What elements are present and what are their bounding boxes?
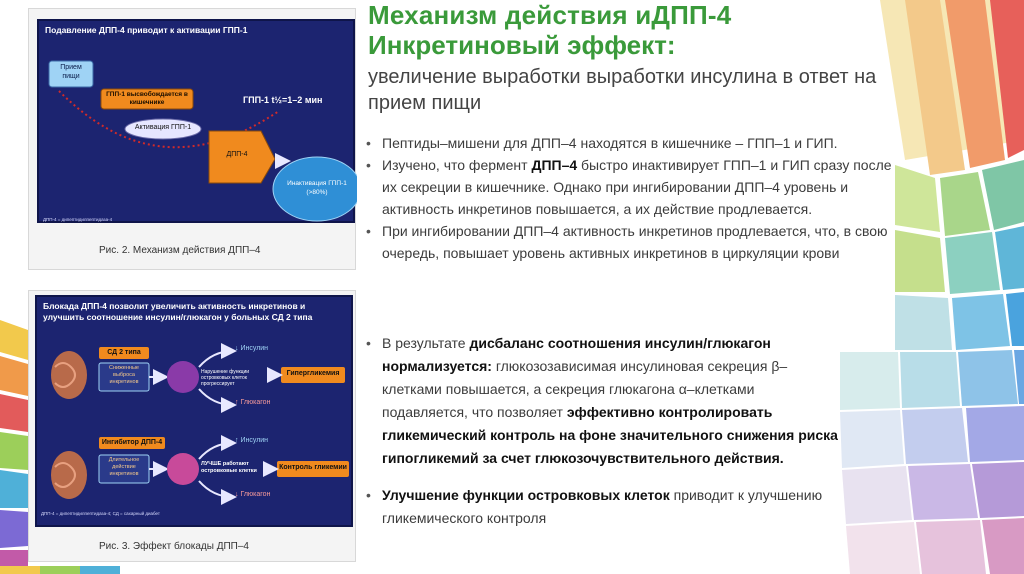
- hyperglycemia-label: Гипергликемия: [286, 370, 340, 377]
- bottom-islet-label: ЛУЧШЕ работают островковые клетки: [201, 461, 257, 474]
- inactivation-label: Инактивация ГПП-1 (>80%): [287, 180, 347, 196]
- top-glucagon-label: ↑ Глюкагон: [235, 399, 271, 406]
- figure-dpp4-mechanism: [28, 8, 356, 270]
- figure2-diagram: [37, 297, 355, 529]
- t2d-label: СД 2 типа: [107, 349, 141, 356]
- figure2-header-line1: Блокада ДПП-4 позволит увеличить активность инкретинов и: [43, 301, 306, 311]
- figure1-reference-note: ДПП-4 = дипептидилпептидаза-4: [43, 217, 113, 222]
- bottom-insulin-label: ↑ Инсулин: [235, 437, 269, 444]
- swatch-strip-bottom: [0, 566, 120, 574]
- food-label: Прием пищи: [60, 64, 82, 80]
- figure2-diagram-panel: [35, 295, 353, 527]
- page-title: Механизм действия иДПП-4: [368, 0, 732, 30]
- bottom-glucagon-label: ↓ Глюкагон: [235, 491, 271, 498]
- page-title-line2: Инкретиновый эффект:: [368, 30, 676, 60]
- activation-label: Активация ГПП-1: [134, 124, 192, 131]
- bullet-box-upper: [360, 126, 892, 332]
- page-subtitle: увеличение выработки выработки инсулина в ответ на прием пищи: [368, 66, 877, 114]
- figure1-caption: Рис. 2. Механизм действия ДПП–4: [99, 245, 261, 256]
- top-insulin-label: ↓ Инсулин: [235, 345, 269, 352]
- dpp4-inhibitor-label: Ингибитор ДПП-4: [101, 439, 163, 446]
- bottom-effect-label: Длительное действие инкретинов: [108, 457, 140, 477]
- figure2-caption: Рис. 3. Эффект блокады ДПП–4: [99, 541, 249, 552]
- top-islet-label: Нарушение функции островковых клеток прогрессирует: [201, 369, 250, 387]
- bullet-item: • Пептиды–мишени для ДПП–4 находятся в кишечнике – ГПП–1 и ГИП.: [360, 132, 892, 154]
- figure-dpp4-blockade: [28, 290, 356, 562]
- intestine-icon: [51, 451, 87, 499]
- intestine-icon: [51, 351, 87, 399]
- bullet-box-lower: [360, 332, 840, 564]
- figure2-reference-note: ДПП-4 = дипептидилпептидаза-4; СД = сахарный диабет: [41, 511, 160, 516]
- bullet-item: • При ингибировании ДПП–4 активность инкретинов продлевается, что, в свою очередь, повышает уровень активных инкретинов в циркуляции крови: [360, 220, 892, 264]
- dpp4-label: ДПП-4: [226, 151, 248, 158]
- figure1-diagram-panel: [37, 19, 355, 223]
- top-effect-label: Сниженные выброса инкретинов: [109, 365, 139, 385]
- bullet-item: • В результате дисбаланс соотношения инсулин/глюкагон нормализуется: глюкозозависимая инсулиновая секреция β–клетками повышается, а секреция глюкагона α–клетками подавляется, что позволяет эффективно контролировать гликемический контроль на фоне значительного снижения риска гипогликемий за счет глюкозочувствительного действия.: [360, 332, 840, 470]
- glycemic-control-label: Контроль гликемии: [279, 464, 347, 471]
- figure1-header: Подавление ДПП-4 приводит к активации ГПП-1: [45, 25, 248, 35]
- islet-icon: [167, 453, 199, 485]
- figure2-header-line2: улучшить соотношение инсулин/глюкагон у больных СД 2 типа: [43, 312, 313, 322]
- bullet-item: • Изучено, что фермент ДПП–4 быстро инактивирует ГПП–1 и ГИП сразу после их секреции в кишечнике. Однако при ингибировании ДПП–4 уровень и активность инкретинов повышается, а их действие продлевается.: [360, 154, 892, 220]
- halflife-label: ГПП-1 t½=1–2 мин: [243, 95, 323, 105]
- bullet-item: • Улучшение функции островковых клеток приводит к улучшению гликемического контроля: [360, 484, 840, 530]
- swatch-fan-left: [0, 320, 28, 574]
- release-label: ГПП-1 высвобождается в кишечнике: [106, 91, 188, 106]
- islet-icon: [167, 361, 199, 393]
